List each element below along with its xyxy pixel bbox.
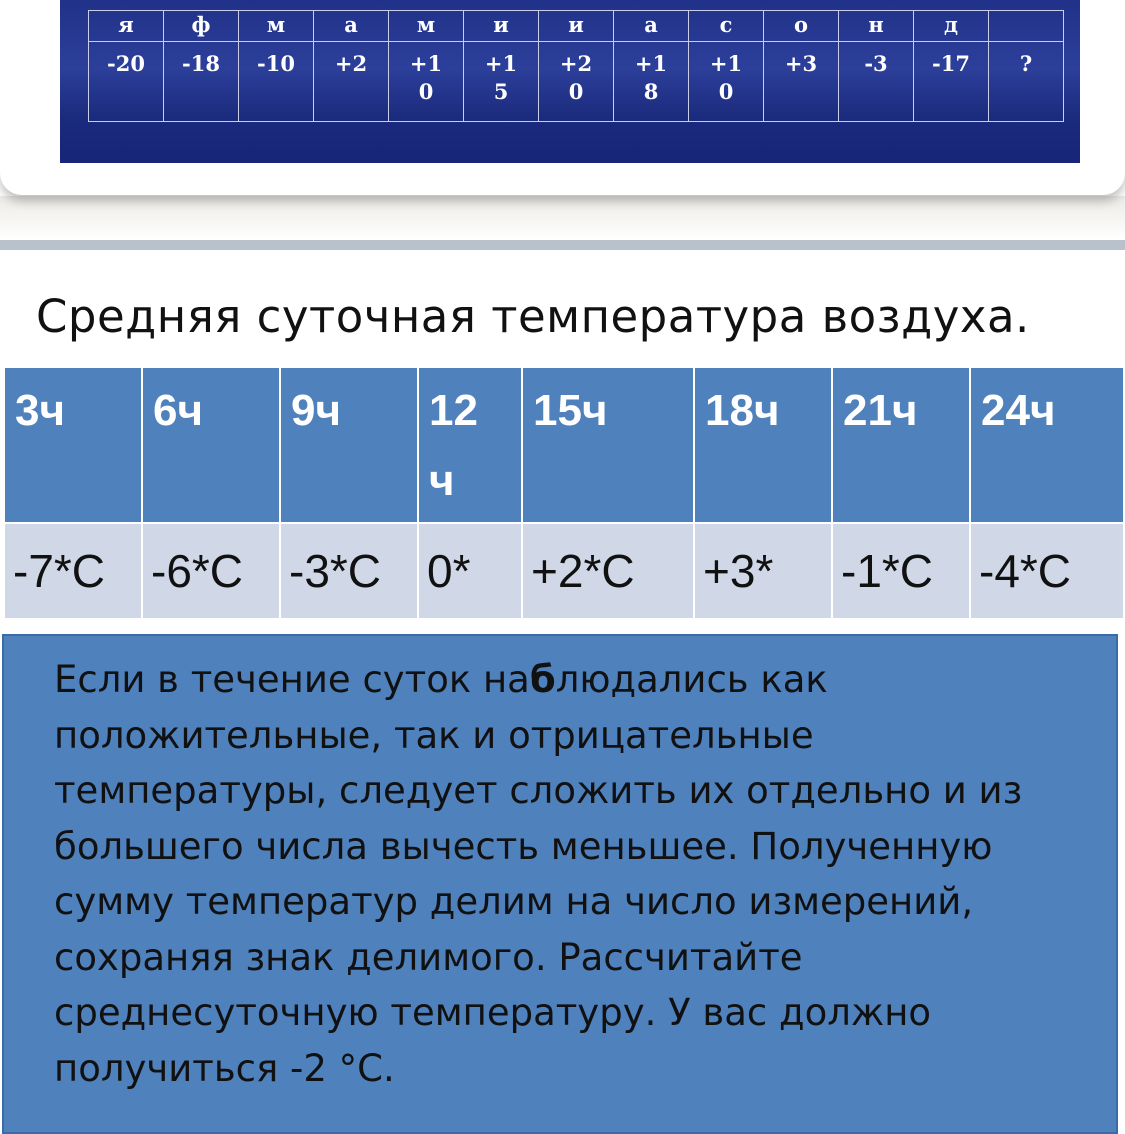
hour-label: 6ч bbox=[153, 386, 204, 435]
month-value-line: +3 bbox=[784, 51, 818, 76]
page-title: Средняя суточная температура воздуха. bbox=[36, 290, 1030, 343]
hour-header-cell bbox=[970, 367, 1124, 523]
hour-label: 9ч bbox=[291, 386, 342, 435]
hour-header-cell bbox=[142, 367, 280, 523]
slide-shadow-area bbox=[0, 196, 1125, 240]
month-cell: д bbox=[914, 11, 989, 42]
temperature-cell: -6*С bbox=[142, 523, 280, 619]
instruction-box bbox=[2, 634, 1118, 1134]
month-value-line: 0 bbox=[718, 79, 734, 104]
hour-label: 3ч bbox=[15, 386, 66, 435]
month-value-cell bbox=[989, 42, 1064, 122]
temperature-cell: -1*С bbox=[832, 523, 970, 619]
month-value-line: +2 bbox=[334, 51, 368, 76]
top-slide bbox=[0, 0, 1125, 250]
month-row bbox=[89, 11, 1064, 42]
month-value-cell bbox=[839, 42, 914, 122]
instruction-text-rest: людались как положительные, так и отрицательные температуры, следует сложить их отдельно и из большего числа вычесть меньшее. Полученную сумму температур делим на число измерений, сохраняя знак делимого. Рассчитайте среднесуточную температуру. У вас должно получиться -2 °С. bbox=[54, 658, 1023, 1090]
hour-header-cell bbox=[4, 367, 142, 523]
month-value-line: -18 bbox=[182, 51, 220, 76]
hour-label: ч bbox=[429, 456, 455, 505]
month-value-cell bbox=[164, 42, 239, 122]
month-value-cell bbox=[614, 42, 689, 122]
month-value-line: 5 bbox=[493, 79, 509, 104]
month-value-line: +1 bbox=[709, 51, 743, 76]
month-cell: о bbox=[764, 11, 839, 42]
month-value-line: -3 bbox=[864, 51, 888, 76]
temperature-cell: -4*С bbox=[970, 523, 1124, 619]
month-value-line: +1 bbox=[409, 51, 443, 76]
hour-header-cell bbox=[832, 367, 970, 523]
month-cell: н bbox=[839, 11, 914, 42]
instruction-text-start: Если в течение суток на bbox=[54, 658, 530, 701]
divider bbox=[0, 240, 1125, 250]
month-value-line: ? bbox=[1019, 51, 1033, 76]
month-value-cell bbox=[389, 42, 464, 122]
hour-header-cell bbox=[418, 367, 522, 523]
month-cell: и bbox=[464, 11, 539, 42]
month-cell: а bbox=[314, 11, 389, 42]
month-value-line: 8 bbox=[643, 79, 659, 104]
month-value-line: -10 bbox=[257, 51, 295, 76]
temperature-cell: +3* bbox=[694, 523, 832, 619]
month-value-line: +2 bbox=[559, 51, 593, 76]
monthly-temperature-table bbox=[88, 10, 1064, 122]
month-cell: и bbox=[539, 11, 614, 42]
month-value-line: +1 bbox=[634, 51, 668, 76]
month-value-line: -17 bbox=[932, 51, 970, 76]
month-value-line: 0 bbox=[418, 79, 434, 104]
hour-label: 12 bbox=[429, 386, 478, 435]
temperature-cell: -3*С bbox=[280, 523, 418, 619]
month-value-row bbox=[89, 42, 1064, 122]
hourly-temperature-table bbox=[3, 366, 1125, 620]
month-cell bbox=[989, 11, 1064, 42]
month-cell: м bbox=[389, 11, 464, 42]
temperature-cell: +2*С bbox=[522, 523, 694, 619]
month-cell: я bbox=[89, 11, 164, 42]
month-value-cell bbox=[914, 42, 989, 122]
month-value-cell bbox=[239, 42, 314, 122]
instruction-text bbox=[54, 652, 1094, 1096]
month-value-cell bbox=[89, 42, 164, 122]
month-value-cell bbox=[464, 42, 539, 122]
month-value-line: +1 bbox=[484, 51, 518, 76]
hour-header-cell bbox=[280, 367, 418, 523]
hour-label: 21ч bbox=[843, 386, 918, 435]
temperature-cell: -7*С bbox=[4, 523, 142, 619]
month-value-cell bbox=[689, 42, 764, 122]
instruction-text-bold: б bbox=[529, 658, 556, 701]
temperature-cell: 0* bbox=[418, 523, 522, 619]
month-value-cell bbox=[539, 42, 614, 122]
hours-header-row bbox=[4, 367, 1124, 523]
month-value-line: 0 bbox=[568, 79, 584, 104]
month-cell: а bbox=[614, 11, 689, 42]
hour-header-cell bbox=[694, 367, 832, 523]
hours-value-row bbox=[4, 523, 1124, 619]
hour-label: 15ч bbox=[533, 386, 608, 435]
month-cell: с bbox=[689, 11, 764, 42]
month-value-line: -20 bbox=[107, 51, 145, 76]
month-value-cell bbox=[314, 42, 389, 122]
hour-header-cell bbox=[522, 367, 694, 523]
month-value-cell bbox=[764, 42, 839, 122]
hour-label: 18ч bbox=[705, 386, 780, 435]
hour-label: 24ч bbox=[981, 386, 1056, 435]
month-cell: ф bbox=[164, 11, 239, 42]
month-cell: м bbox=[239, 11, 314, 42]
